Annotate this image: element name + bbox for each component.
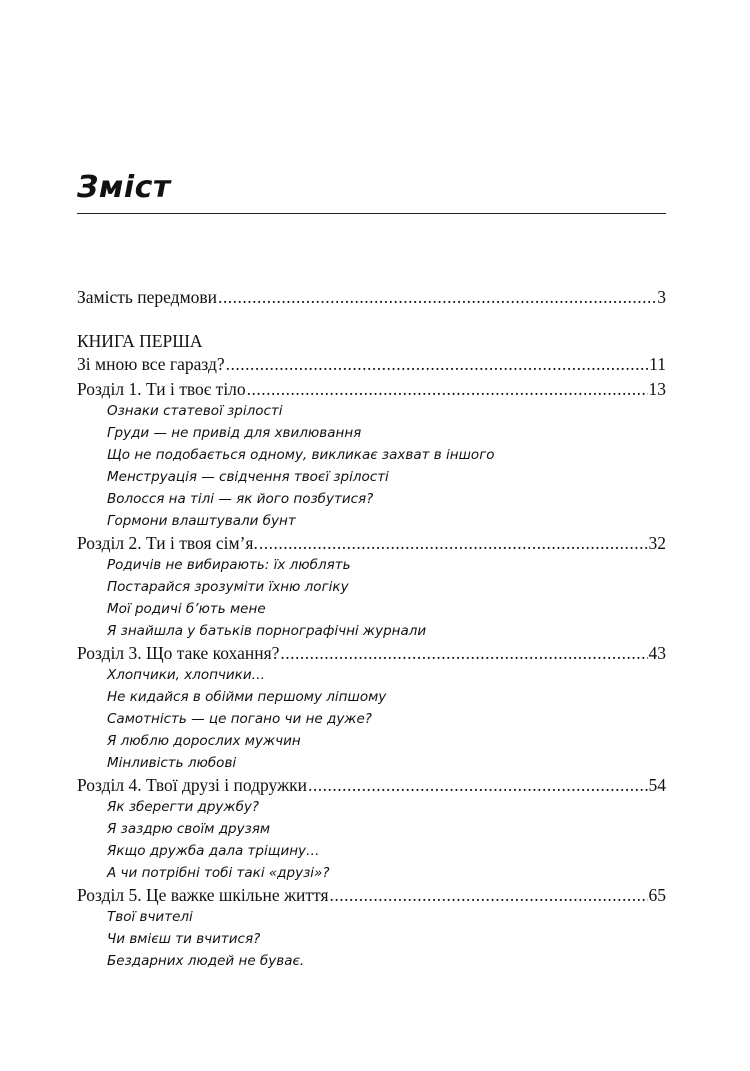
toc-chapter-1[interactable]	[77, 378, 666, 400]
toc-chapter-5[interactable]	[77, 884, 666, 906]
title-divider	[77, 213, 666, 214]
toc-chapter-page: 32	[648, 533, 666, 553]
toc-subitem[interactable]: А чи потрібні тобі такі «друзі»?	[107, 865, 330, 881]
toc-subitem[interactable]: Що не подобається одному, викликає захват в іншого	[107, 447, 495, 463]
toc-subitem[interactable]: Груди — не привід для хвилювання	[107, 425, 362, 441]
dot-leader	[218, 286, 656, 308]
toc-subitem[interactable]: Якщо дружба дала тріщину…	[107, 843, 320, 859]
toc-entry-page: 3	[657, 287, 666, 307]
toc-subitem[interactable]: Бездарних людей не буває.	[107, 953, 305, 969]
toc-chapter-4[interactable]	[77, 774, 666, 796]
toc-chapter-title: Розділ 1. Ти і твоє тіло	[77, 379, 246, 399]
toc-chapter-page: 43	[648, 643, 666, 663]
page-title: Зміст	[77, 170, 171, 205]
toc-subitem[interactable]: Гормони влаштували бунт	[107, 513, 296, 529]
toc-entry-title: Зі мною все гаразд?	[77, 354, 225, 374]
dot-leader	[226, 353, 648, 375]
toc-chapter-2[interactable]	[77, 532, 666, 554]
toc-subitem[interactable]: Я заздрю своїм друзям	[107, 821, 271, 837]
toc-subitem[interactable]: Твої вчителі	[107, 909, 193, 925]
toc-subitem[interactable]: Мінливість любові	[107, 755, 237, 771]
toc-subitem[interactable]: Менструація — свідчення твоєї зрілості	[107, 469, 389, 485]
toc-subitem[interactable]: Не кидайся в обійми першому ліпшому	[107, 689, 387, 705]
toc-subitem[interactable]: Чи вмієш ти вчитися?	[107, 931, 261, 947]
toc-entry-title: Замість передмови	[77, 287, 218, 307]
toc-chapter-page: 65	[648, 885, 666, 905]
toc-subitem[interactable]: Хлопчики, хлопчики…	[107, 667, 266, 683]
toc-subitem[interactable]: Я знайшла у батьків порнографічні журнали	[107, 623, 427, 639]
toc-chapter-title: Розділ 2. Ти і твоя сім’я.	[77, 533, 258, 553]
toc-subitem[interactable]: Волосся на тілі — як його позбутися?	[107, 491, 374, 507]
toc-subitem[interactable]: Як зберегти дружбу?	[107, 799, 260, 815]
toc-chapter-title: Розділ 4. Твої друзі і подружки	[77, 775, 308, 795]
toc-entry-page: 11	[649, 354, 666, 374]
toc-chapter-title: Розділ 3. Що таке кохання?	[77, 643, 280, 663]
toc-chapter-title: Розділ 5. Це важке шкільне життя	[77, 885, 329, 905]
dot-leader	[330, 884, 648, 906]
toc-entry-preface[interactable]	[77, 353, 666, 375]
toc-subitem[interactable]: Мої родичі б’ють мене	[107, 601, 266, 617]
toc-subitem[interactable]: Постарайся зрозуміти їхню логіку	[107, 579, 349, 595]
toc-subitem[interactable]: Самотність — це погано чи не дуже?	[107, 711, 372, 727]
dot-leader	[247, 378, 648, 400]
toc-entry-intro[interactable]	[77, 286, 666, 308]
toc-chapter-3[interactable]	[77, 642, 666, 664]
dot-leader	[308, 774, 647, 796]
toc-chapter-page: 54	[648, 775, 666, 795]
toc-subitem[interactable]: Родичів не вибирають: їх люблять	[107, 557, 351, 573]
toc-subitem[interactable]: Я люблю дорослих мужчин	[107, 733, 301, 749]
dot-leader	[280, 642, 647, 664]
dot-leader	[259, 532, 648, 554]
toc-subitem[interactable]: Ознаки статевої зрілості	[107, 403, 283, 419]
book-heading: КНИГА ПЕРША	[77, 331, 203, 351]
toc-chapter-page: 13	[648, 379, 666, 399]
